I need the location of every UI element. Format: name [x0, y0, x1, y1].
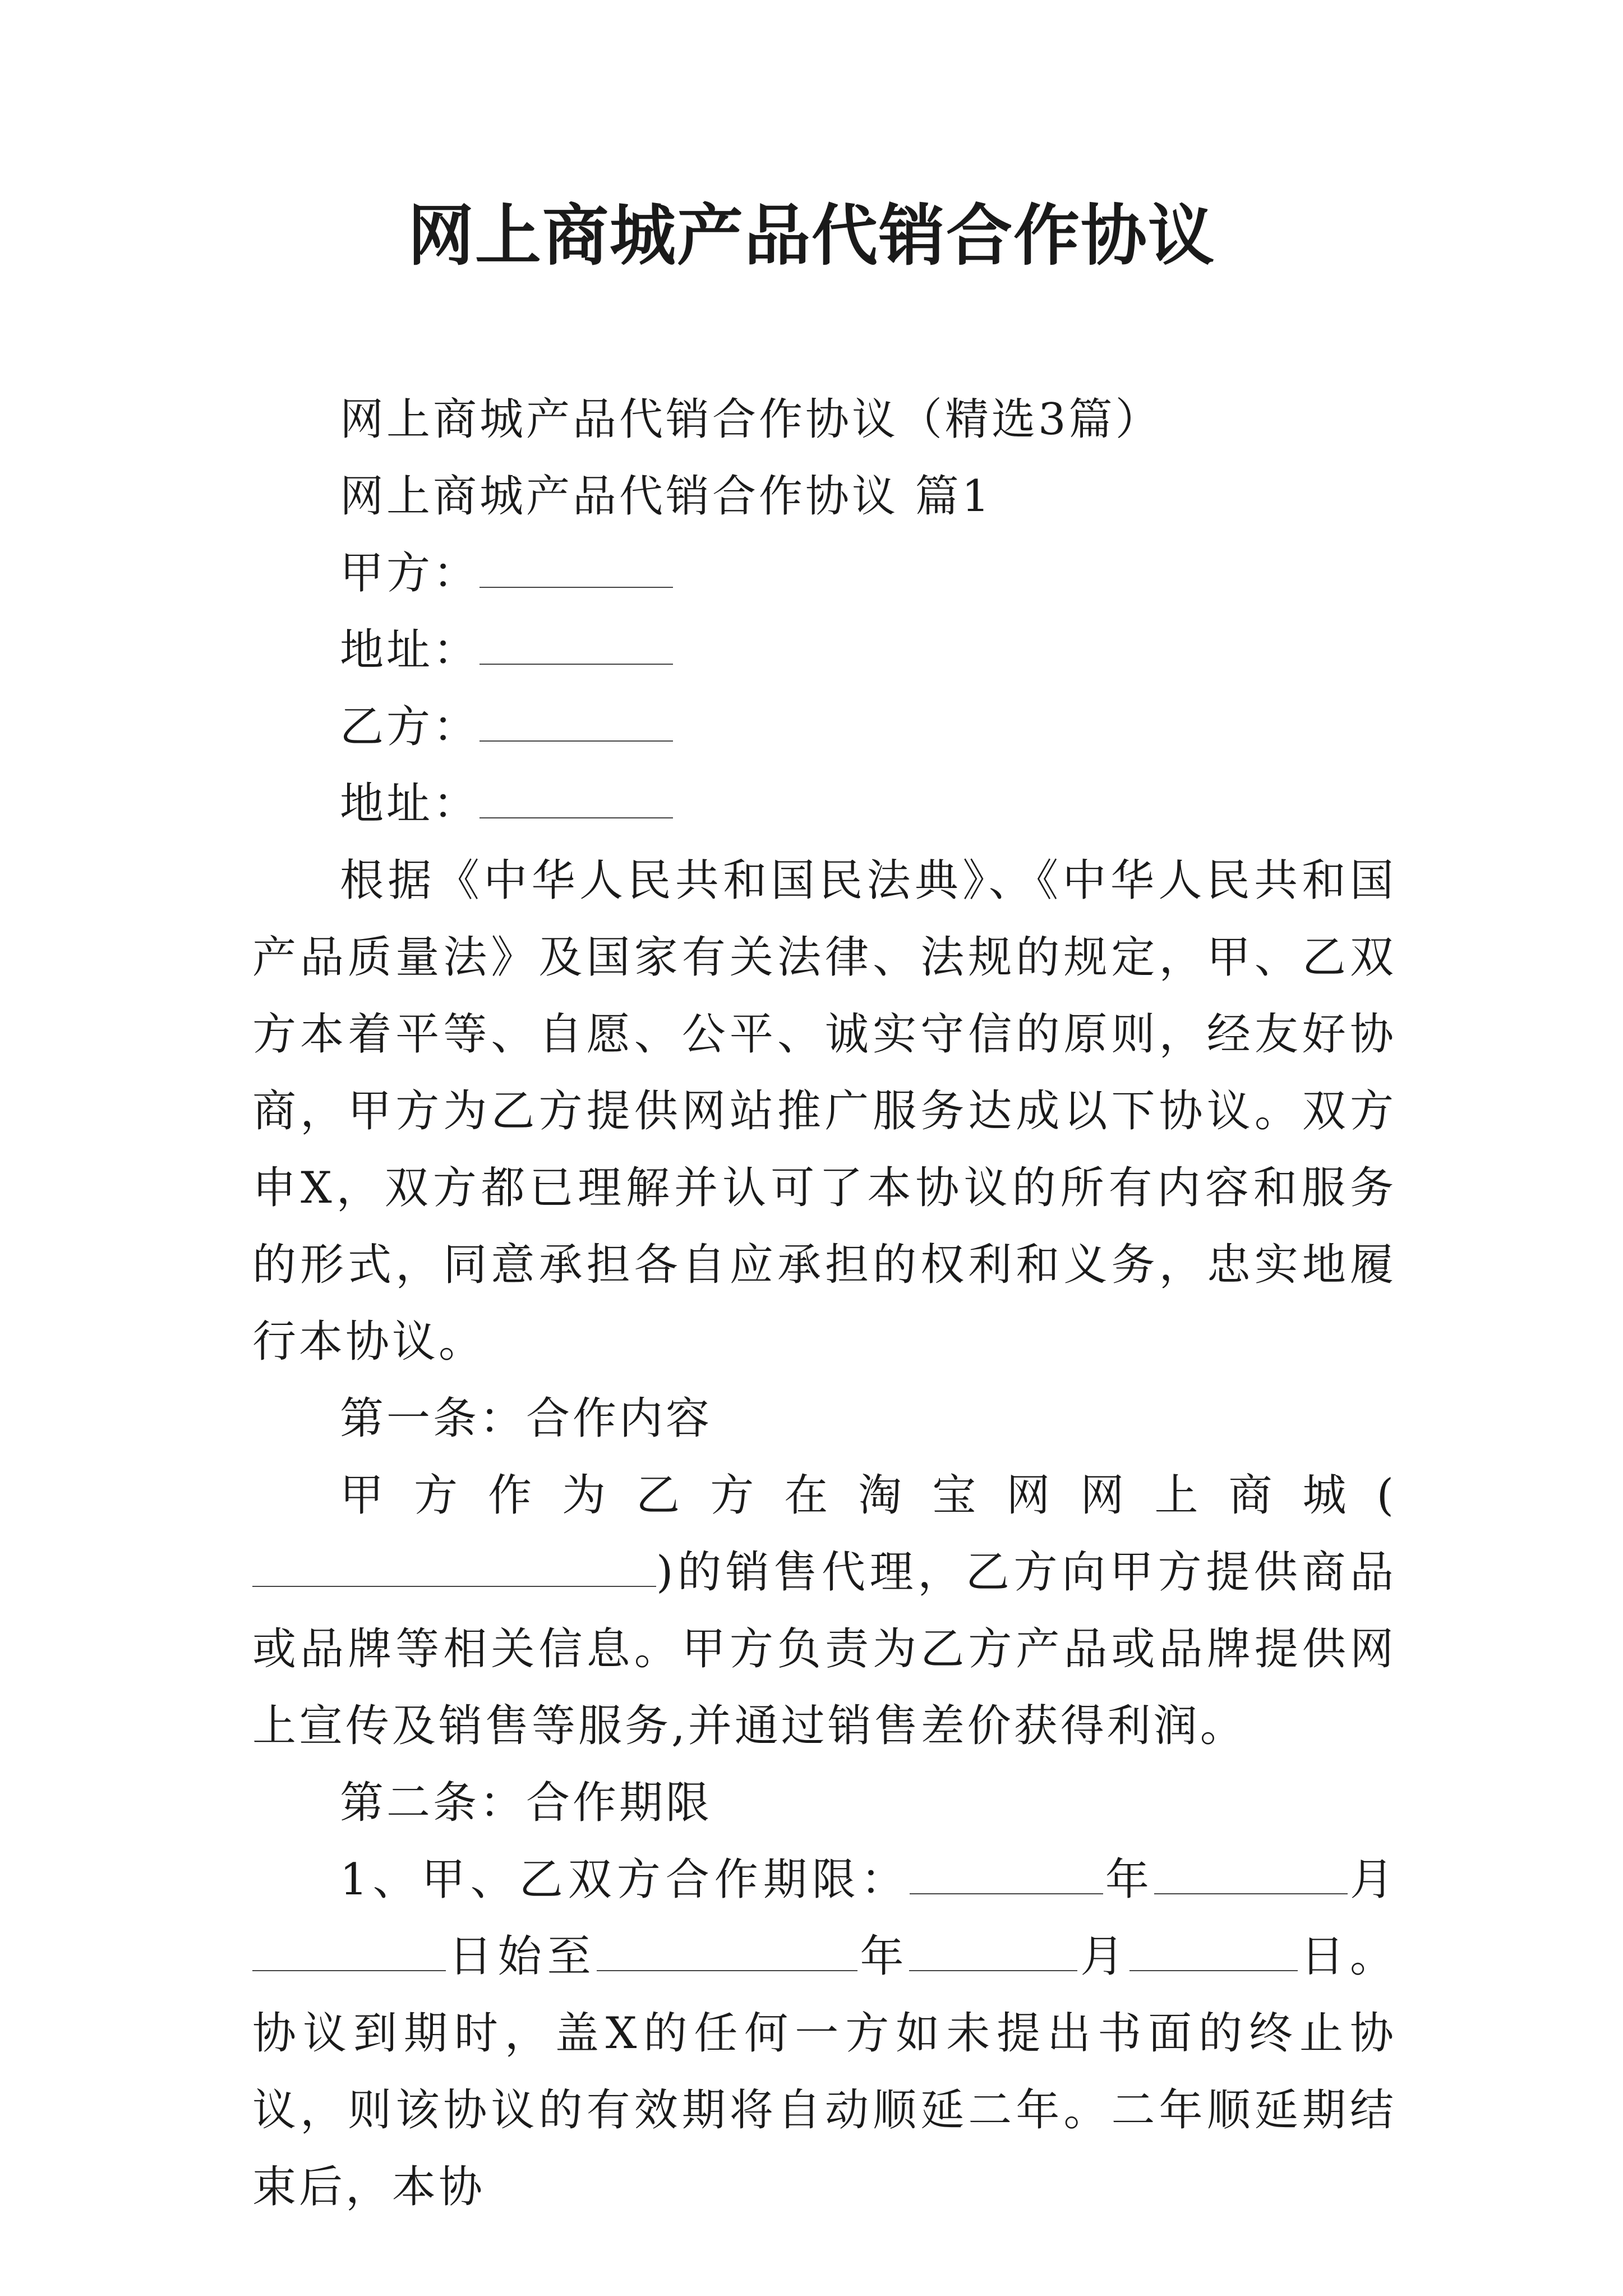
end-year-blank: [597, 1931, 857, 1971]
article1-heading: 第一条：合作内容: [340, 1393, 713, 1444]
address-a-label: 地址：: [340, 625, 480, 675]
address-b-label: 地址：: [340, 779, 480, 829]
party-b-label: 乙方：: [340, 702, 480, 752]
end-year-unit: 年: [857, 1931, 910, 1982]
party-a-blank: [479, 547, 673, 588]
party-b-line: [252, 689, 1396, 766]
start-month-unit: 月: [1347, 1855, 1396, 1905]
address-b-line: [252, 766, 1396, 843]
article2-heading: 第二条：合作期限: [340, 1778, 713, 1828]
document-title: 网上商城产品代销合作协议: [407, 196, 1215, 274]
end-month-unit: 月: [1077, 1931, 1130, 1982]
start-year-unit: 年: [1103, 1855, 1154, 1905]
article2-text-post: 协议到期时，盖X的任何一方如未提出书面的终止协议，则该协议的有效期将自动顺延二年。二年顺延期结束后，本协: [252, 2008, 1396, 2212]
article1-paragraph: [252, 1457, 1396, 1765]
start-month-blank: [1154, 1854, 1348, 1894]
end-day-blank: [1129, 1931, 1298, 1971]
end-month-blank: [909, 1931, 1077, 1971]
party-a-line: [252, 535, 1396, 612]
article1-text-pre: 甲方作为乙方在淘宝网网上商城(: [340, 1470, 1396, 1521]
address-a-line: [252, 612, 1396, 689]
start-day-blank: [252, 1931, 446, 1971]
part-heading: 网上商城产品代销合作协议 篇1: [340, 471, 993, 522]
address-b-blank: [479, 778, 673, 818]
document-body: [252, 381, 1396, 2226]
site-blank: [252, 1547, 656, 1587]
start-day-unit: 日始至: [446, 1931, 597, 1982]
article2-item1: [252, 1842, 1396, 2226]
article1-text-post: )的销售代理，乙方向甲方提供商品或品牌等相关信息。甲方负责为乙方产品或品牌提供网上宣传及销售等服务,并通过销售差价获得利润。: [252, 1547, 1396, 1751]
party-a-label: 甲方：: [340, 548, 480, 599]
start-year-blank: [910, 1854, 1103, 1894]
address-a-blank: [479, 624, 673, 665]
intro-paragraph: 根据《中华人民共和国民法典》、《中华人民共和国产品质量法》及国家有关法律、法规的规定，甲、乙双方本着平等、自愿、公平、诚实守信的原则，经友好协商，甲方为乙方提供网站推广服务达成以下协议。双方申X，双方都已理解并认可了本协议的所有内容和服务的形式，同意承担各自应承担的权利和义务，忠实地履行本协议。: [252, 855, 1396, 1367]
party-b-blank: [479, 701, 673, 742]
end-day-unit: 日。: [1298, 1931, 1396, 1982]
subtitle: 网上商城产品代销合作协议（精选3篇）: [340, 394, 1162, 445]
term-label: 1、甲、乙双方合作期限：: [340, 1855, 910, 1905]
